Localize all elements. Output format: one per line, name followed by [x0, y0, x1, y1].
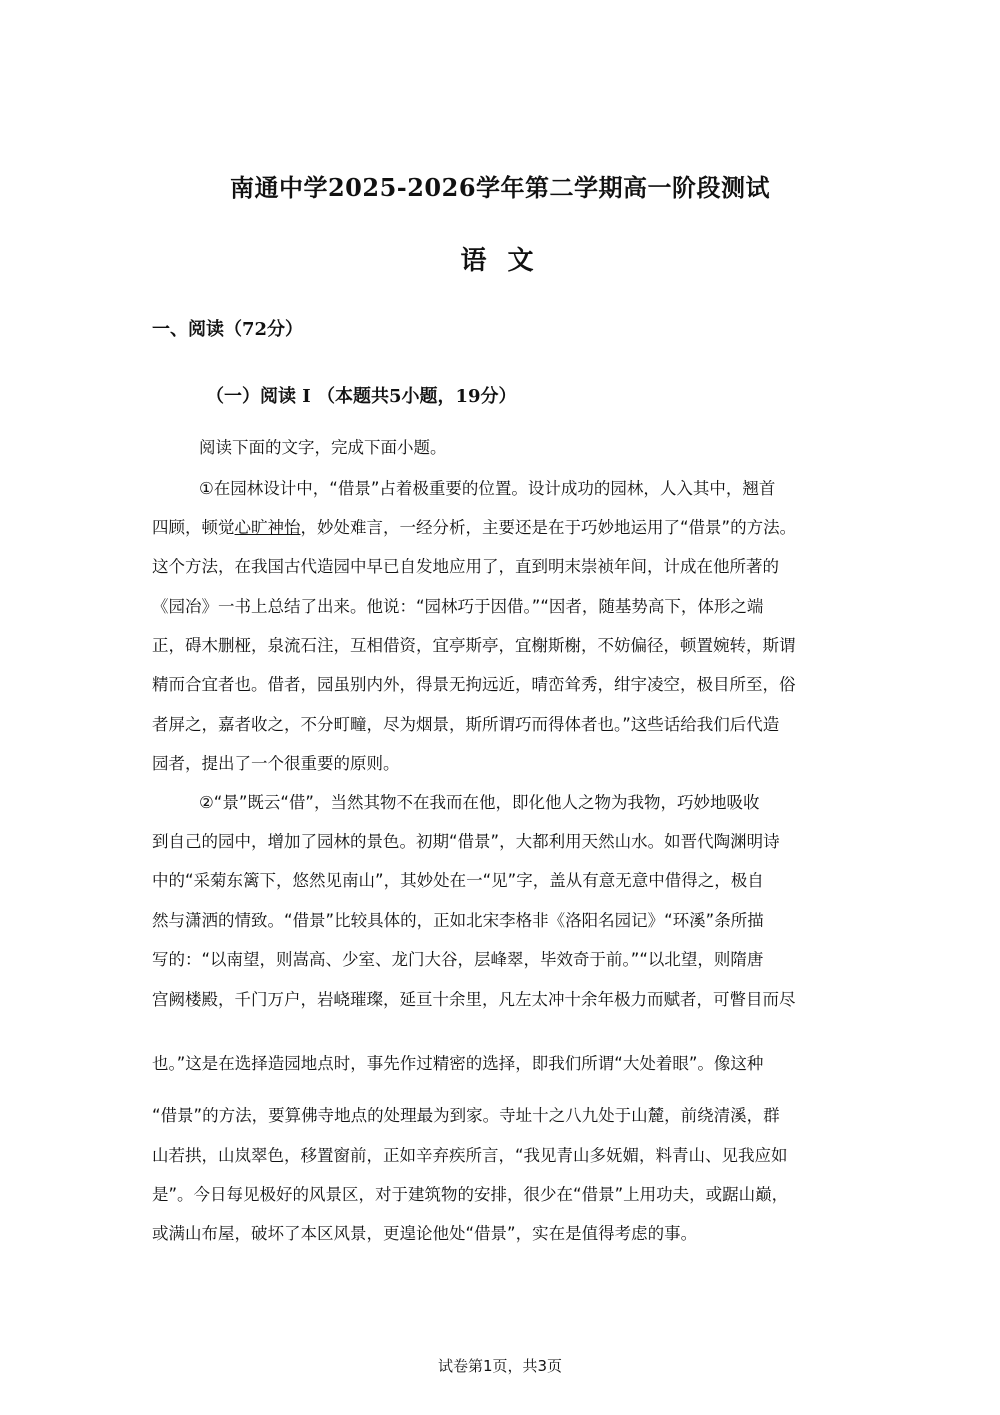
paragraph-2-line: 然与潇洒的情致。“借景”比较具体的，正如北宋李格非《洛阳名园记》“环溪”条所描	[152, 911, 764, 930]
exam-title: 南通中学2025-2026学年第二学期高一阶段测试	[229, 173, 771, 202]
paragraph-1-line: 《园冶》一书上总结了出来。他说：“园林巧于因借。”“因者，随基势高下，体形之端	[152, 597, 764, 616]
paragraph-1-line: 园者，提出了一个很重要的原则。	[152, 754, 400, 773]
subsection-heading-reading-1: （一）阅读 I （本题共5小题，19分）	[206, 386, 517, 407]
text-run: ，妙处难言，一经分析，主要还是在于巧妙地运用了“借景”的方法。	[300, 518, 797, 537]
paragraph-2-line: “借景”的方法，要算佛寺地点的处理最为到家。寺址十之八九处于山麓，前绕清溪，群	[152, 1106, 780, 1125]
underlined-phrase: 心旷神怡	[234, 518, 301, 537]
paragraph-1-line: ①在园林设计中，“借景”占着极重要的位置。设计成功的园林，人入其中，翘首	[199, 479, 776, 498]
paragraph-2-line: 到自己的园中，增加了园林的景色。初期“借景”，大都利用天然山水。如晋代陶渊明诗	[152, 832, 780, 851]
paragraph-2-line: 中的“采菊东篱下，悠然见南山”，其妙处在一“见”字，盖从有意无意中借得之，极自	[152, 871, 764, 890]
paragraph-2-line: 写的：“以南望，则嵩高、少室、龙门大谷，层峰翠，毕效奇于前。”“以北望，则隋唐	[152, 950, 764, 969]
text-run: 四顾，顿觉	[152, 518, 235, 537]
section-heading-reading: 一、阅读（72分）	[152, 319, 304, 340]
paragraph-1-line: 这个方法，在我国古代造园中早已自发地应用了，直到明末崇祯年间，计成在他所著的	[152, 557, 779, 576]
paragraph-2-line: 也。”这是在选择造园地点时，事先作过精密的选择，即我们所谓“大处着眼”。像这种	[152, 1054, 764, 1073]
paragraph-2-line: 是”。今日每见极好的风景区，对于建筑物的安排，很少在“借景”上用功夫，或踞山巅，	[152, 1185, 789, 1204]
paragraph-2-line: 山若拱，山岚翠色，移置窗前，正如辛弃疾所言，“我见青山多妩媚，料青山、见我应如	[152, 1146, 788, 1165]
paragraph-1-line: 精而合宜者也。借者，园虽别内外，得景无拘远近，晴峦耸秀，绀宇凌空，极目所至，俗	[152, 675, 796, 694]
instruction-text: 阅读下面的文字，完成下面小题。	[199, 438, 447, 457]
page-footer: 试卷第1页，共3页	[437, 1357, 563, 1375]
paragraph-1-line: 者屏之，嘉者收之，不分町疃，尽为烟景，斯所谓巧而得体者也。”这些话给我们后代造	[152, 715, 780, 734]
paragraph-2-line: 或满山布屋，破坏了本区风景，更遑论他处“借景”，实在是值得考虑的事。	[152, 1224, 698, 1243]
paragraph-2-line: 宫阙楼殿，千门万户，岩峣璀璨，延亘十余里，凡左太冲十余年极力而赋者，可瞥目而尽	[152, 990, 796, 1009]
paragraph-2-line: ②“景”既云“借”，当然其物不在我而在他，即化他人之物为我物，巧妙地吸收	[199, 793, 760, 812]
paragraph-1-line	[152, 516, 852, 540]
subject-title: 语 文	[460, 246, 540, 276]
paragraph-1-line: 正，碍木删桠，泉流石注，互相借资，宜亭斯亭，宜榭斯榭，不妨偏径，顿置婉转，斯谓	[152, 636, 796, 655]
